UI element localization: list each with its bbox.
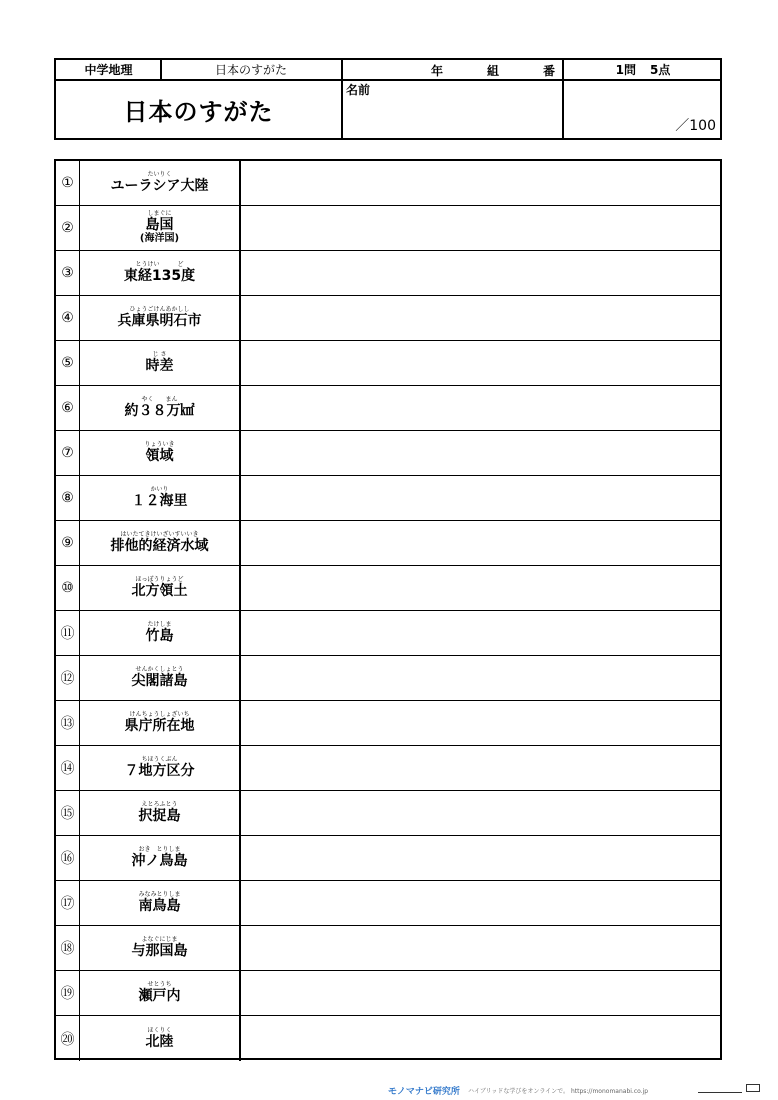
term-text: 島国 <box>145 217 174 233</box>
question-number: ⑱ <box>56 926 80 970</box>
question-number: ③ <box>56 251 80 295</box>
answer-field[interactable] <box>241 611 720 655</box>
term-text: １２海里 <box>131 493 188 509</box>
question-row <box>56 206 720 251</box>
term-furigana: ひょうごけんあかしし <box>129 306 190 313</box>
term-cell <box>80 206 241 250</box>
term-text: 与那国島 <box>131 943 188 959</box>
question-row <box>56 161 720 206</box>
score-total: ／100 <box>675 118 716 134</box>
points-value: 5点 <box>650 63 671 77</box>
divider <box>160 60 162 81</box>
term-cell <box>80 296 241 340</box>
class-info <box>343 60 562 79</box>
worksheet-title-small: 日本のすがた <box>214 63 287 77</box>
question-row <box>56 701 720 746</box>
answer-field[interactable] <box>241 746 720 790</box>
question-number: ⑬ <box>56 701 80 745</box>
divider <box>56 79 562 81</box>
footer <box>388 1084 768 1096</box>
question-number: ④ <box>56 296 80 340</box>
term-cell <box>80 521 241 565</box>
term-cell <box>80 701 241 745</box>
question-row <box>56 341 720 386</box>
term-text: 県庁所在地 <box>124 718 195 734</box>
answer-field[interactable] <box>241 161 720 205</box>
question-number: ⑥ <box>56 386 80 430</box>
term-text: 竹島 <box>145 628 174 644</box>
answer-field[interactable] <box>241 251 720 295</box>
term-text: 南鳥島 <box>138 898 181 914</box>
question-row <box>56 386 720 431</box>
question-row <box>56 971 720 1016</box>
worksheet-title: 日本のすがた <box>123 98 274 126</box>
question-number: ⑤ <box>56 341 80 385</box>
answer-field[interactable] <box>241 296 720 340</box>
term-furigana: はいたてきけいざいすいいき <box>120 531 199 538</box>
term-furigana: おき とりしま <box>138 846 181 853</box>
question-number: ① <box>56 161 80 205</box>
term-furigana: ちほうくぶん <box>141 756 178 763</box>
question-row <box>56 836 720 881</box>
term-text: 北方領土 <box>131 583 188 599</box>
answer-field[interactable] <box>241 521 720 565</box>
term-cell <box>80 1016 241 1061</box>
answer-field[interactable] <box>241 341 720 385</box>
term-cell <box>80 746 241 790</box>
term-furigana: じ さ <box>152 351 167 358</box>
question-number: ⑲ <box>56 971 80 1015</box>
term-text: 沖ノ鳥島 <box>131 853 188 869</box>
term-cell <box>80 881 241 925</box>
question-row <box>56 566 720 611</box>
divider <box>562 79 720 81</box>
question-row <box>56 611 720 656</box>
term-cell <box>80 386 241 430</box>
name-label: 名前 <box>346 83 371 97</box>
answer-field[interactable] <box>241 206 720 250</box>
name-field[interactable] <box>343 81 562 138</box>
answer-field[interactable] <box>241 476 720 520</box>
question-number: ⑫ <box>56 656 80 700</box>
question-number: ⑰ <box>56 881 80 925</box>
term-text: 約３８万㎢ <box>124 403 195 419</box>
term-subtext: (海洋国) <box>139 233 180 244</box>
subject-label: 中学地理 <box>84 63 133 77</box>
question-number: ⑧ <box>56 476 80 520</box>
term-furigana: よなぐにじま <box>141 936 178 943</box>
divider <box>341 60 343 138</box>
term-cell <box>80 611 241 655</box>
footer-mark <box>698 1084 742 1093</box>
question-table <box>54 159 722 1060</box>
answer-field[interactable] <box>241 386 720 430</box>
question-row <box>56 656 720 701</box>
term-text: ユーラシア大陸 <box>110 178 209 194</box>
term-cell <box>80 251 241 295</box>
answer-field[interactable] <box>241 1016 720 1061</box>
term-furigana: たけしま <box>147 621 172 628</box>
footer-mark <box>746 1084 760 1092</box>
question-number: ⑯ <box>56 836 80 880</box>
points-info <box>564 60 722 79</box>
question-number: ⑦ <box>56 431 80 475</box>
term-text: 領域 <box>145 448 174 464</box>
question-row <box>56 476 720 521</box>
term-furigana: りょういき <box>144 441 175 448</box>
term-cell <box>80 566 241 610</box>
term-furigana: やく まん <box>141 396 178 403</box>
term-cell <box>80 791 241 835</box>
question-row <box>56 296 720 341</box>
term-furigana: ほくりく <box>147 1026 172 1034</box>
term-cell <box>80 926 241 970</box>
question-number: ⑮ <box>56 791 80 835</box>
answer-field[interactable] <box>241 971 720 1015</box>
term-furigana: たいりく <box>147 171 172 178</box>
term-text: 瀬戸内 <box>138 988 181 1004</box>
term-cell <box>80 341 241 385</box>
question-row <box>56 881 720 926</box>
term-furigana: しまぐに <box>147 210 172 217</box>
term-cell <box>80 836 241 880</box>
publisher-logo: モノマナビ研究所 <box>388 1087 460 1097</box>
term-furigana: ほっぽうりょうど <box>135 576 184 583</box>
term-furigana: せとうち <box>147 981 172 988</box>
answer-field[interactable] <box>241 791 720 835</box>
question-number: ⑭ <box>56 746 80 790</box>
term-cell <box>80 656 241 700</box>
term-cell <box>80 431 241 475</box>
question-number: ⑪ <box>56 611 80 655</box>
term-cell <box>80 971 241 1015</box>
question-number: ⑨ <box>56 521 80 565</box>
question-number: ⑩ <box>56 566 80 610</box>
question-row <box>56 926 720 971</box>
question-row <box>56 1016 720 1061</box>
term-furigana: かいり <box>150 486 169 493</box>
footer-note: ハイブリッドな学びをオンラインで。 https://monomanabi.co.jp <box>468 1088 649 1095</box>
answer-field[interactable] <box>241 566 720 610</box>
term-furigana: えとろふとう <box>141 801 178 808</box>
term-text: 択捉島 <box>138 808 181 824</box>
class-label: 組 <box>487 64 500 78</box>
term-furigana: とうけい ど <box>135 261 184 268</box>
term-text: ７地方区分 <box>124 763 195 779</box>
divider <box>562 60 564 138</box>
term-text: 排他的経済水域 <box>110 538 209 554</box>
question-row <box>56 746 720 791</box>
number-label: 番 <box>543 64 556 78</box>
term-furigana: けんちょうしょざいち <box>129 711 190 718</box>
answer-field[interactable] <box>241 431 720 475</box>
answer-field[interactable] <box>241 881 720 925</box>
term-text: 東経135度 <box>123 268 196 284</box>
answer-field[interactable] <box>241 836 720 880</box>
answer-field[interactable] <box>241 926 720 970</box>
question-number: ② <box>56 206 80 250</box>
question-row <box>56 521 720 566</box>
grade-label: 年 <box>431 64 444 78</box>
term-cell <box>80 476 241 520</box>
points-per-question: 1問 <box>615 63 636 77</box>
term-furigana: せんかくしょとう <box>135 666 184 673</box>
term-furigana: みなみとりしま <box>138 891 181 898</box>
answer-field[interactable] <box>241 656 720 700</box>
term-text: 兵庫県明石市 <box>117 313 202 329</box>
worksheet-header <box>54 58 722 140</box>
question-row <box>56 251 720 296</box>
term-cell <box>80 161 241 205</box>
answer-field[interactable] <box>241 701 720 745</box>
question-number: ⑳ <box>56 1016 80 1061</box>
term-text: 尖閣諸島 <box>131 673 188 689</box>
question-row <box>56 431 720 476</box>
term-text: 時差 <box>145 358 174 374</box>
question-row <box>56 791 720 836</box>
term-text: 北陸 <box>145 1033 174 1050</box>
